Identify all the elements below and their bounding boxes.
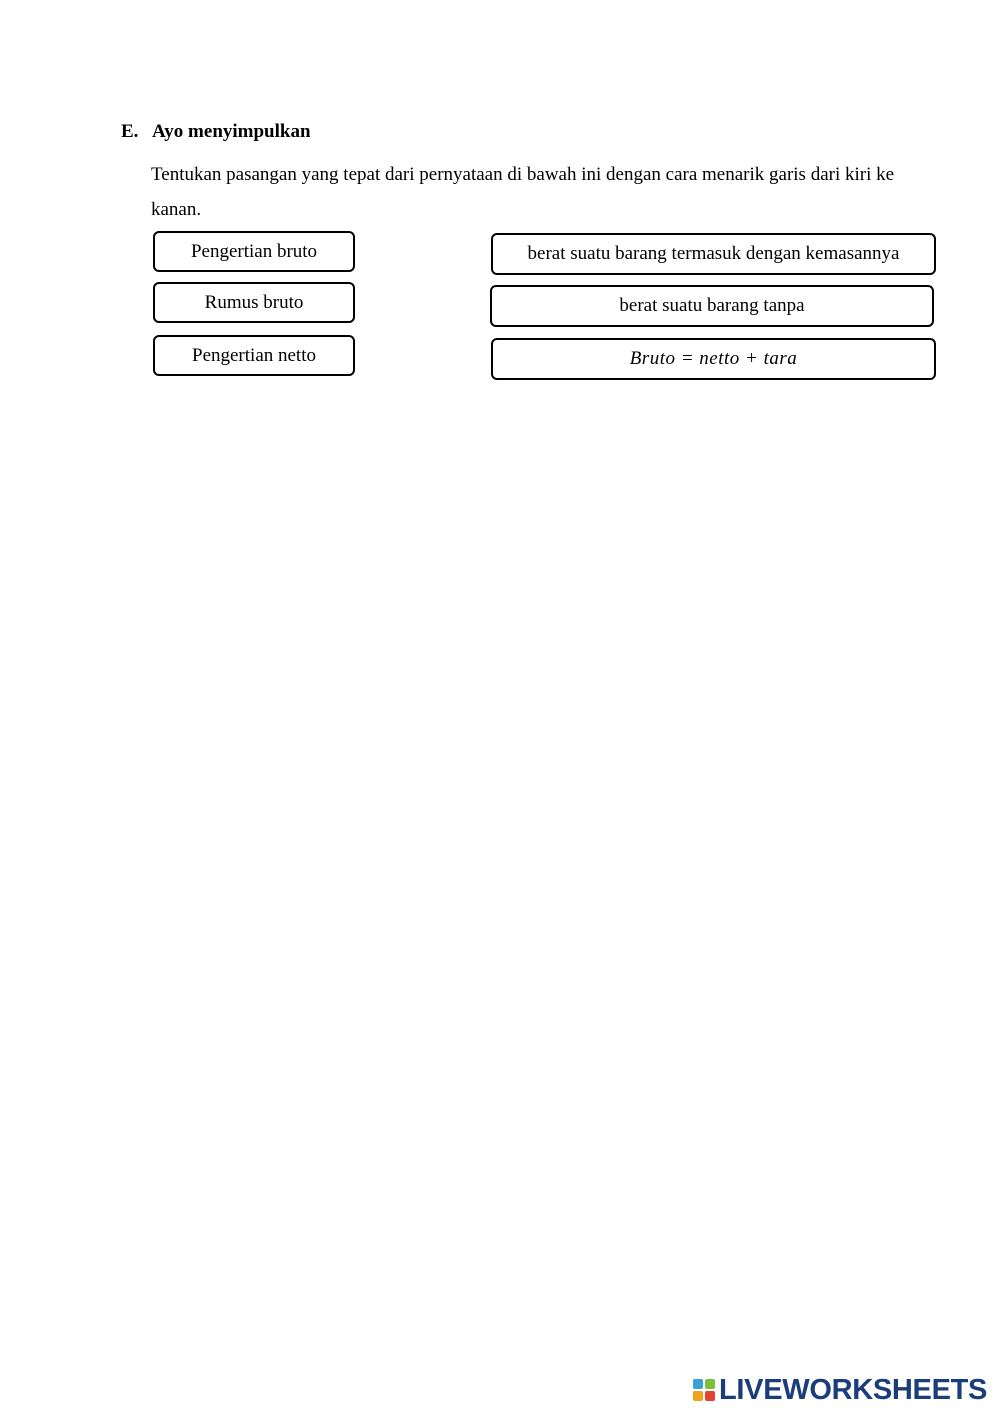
left-item-label: Pengertian bruto	[190, 240, 318, 262]
section-title: Ayo menyimpulkan	[152, 121, 311, 142]
left-item-pengertian-bruto[interactable]	[153, 231, 355, 272]
logo-text: LIVEWORKSHEETS	[719, 1373, 988, 1406]
logo-tile	[705, 1379, 715, 1389]
liveworksheets-logo	[693, 1374, 987, 1406]
logo-tile	[693, 1379, 703, 1389]
right-item-formula: Bruto = netto + tara	[629, 348, 798, 369]
logo-tile	[693, 1391, 703, 1401]
right-item-label: berat suatu barang tanpa	[619, 295, 805, 316]
right-item-berat-tanpa[interactable]	[490, 285, 934, 327]
right-item-berat-dengan-kemasan[interactable]	[491, 233, 936, 275]
section-letter: E.	[121, 121, 139, 142]
left-item-rumus-bruto[interactable]	[153, 282, 355, 323]
instruction-text: Tentukan pasangan yang tepat dari pernyataan di bawah ini dengan cara menarik garis dari kiri ke kanan.	[151, 164, 895, 220]
left-item-label: Rumus bruto	[204, 291, 304, 313]
right-item-label: berat suatu barang termasuk dengan kemasannya	[527, 243, 900, 264]
section-heading	[121, 121, 311, 143]
right-item-rumus[interactable]	[491, 338, 936, 380]
logo-tile	[705, 1391, 715, 1401]
left-item-label: Pengertian netto	[192, 344, 316, 366]
left-item-pengertian-netto[interactable]	[153, 335, 355, 376]
liveworksheets-logo-icon	[693, 1379, 715, 1401]
